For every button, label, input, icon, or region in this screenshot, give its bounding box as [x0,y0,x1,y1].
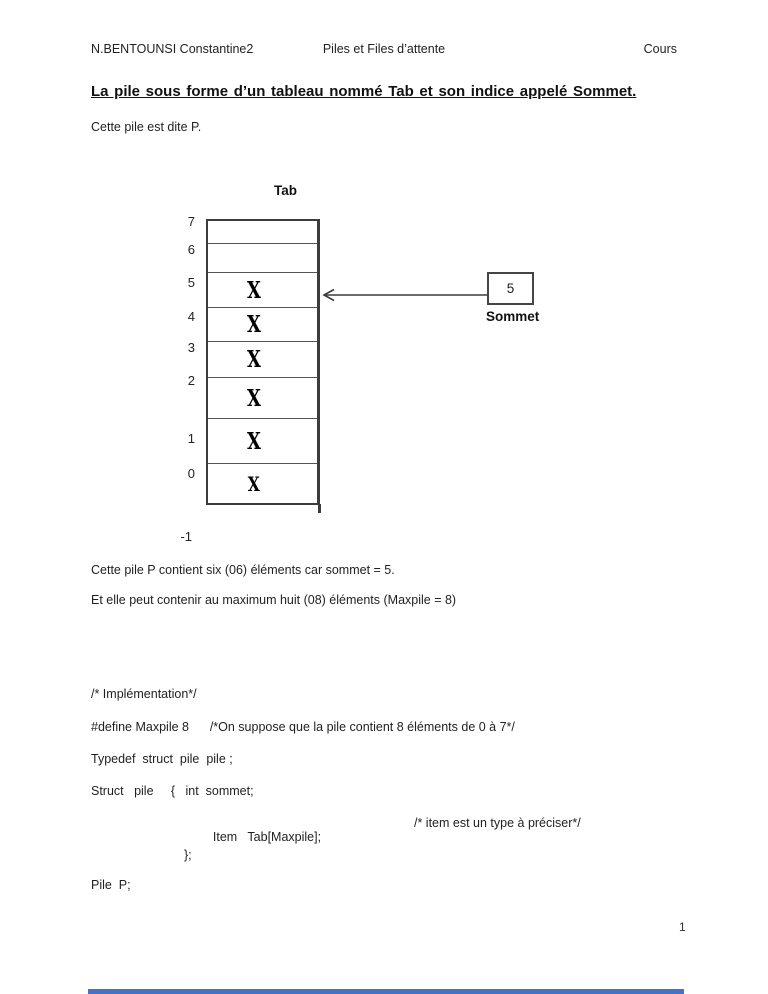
array-border-tail [318,504,321,513]
code-line-struct: Struct pile { int sommet; [91,784,254,798]
x-mark: X [247,471,260,496]
page-title: La pile sous forme d’un tableau nommé Tab et son indice appelé Sommet. [91,83,637,100]
intro-text: Cette pile est dite P. [91,120,202,134]
code-line-comment-impl: /* Implémentation*/ [91,687,197,701]
cell-7-empty [208,221,317,244]
index-label-6: 6 [187,242,195,257]
cell-6-empty [208,244,317,273]
array-name-label: Tab [274,183,297,198]
index-label-3: 3 [187,340,195,355]
x-mark: X [246,427,261,455]
x-mark: X [246,311,261,338]
index-label-2: 2 [187,373,195,388]
header-course: Cours [643,42,677,56]
sommet-value: 5 [506,281,515,296]
cell-5-filled [208,273,317,308]
cell-3-filled [208,342,317,378]
index-label-0: 0 [187,466,195,481]
code-item-declaration: Item Tab[Maxpile]; [212,830,322,844]
page-number: 1 [679,920,686,934]
cell-0-filled [208,464,317,503]
index-label-minus1: -1 [180,529,192,544]
code-line-typedef: Typedef struct pile pile ; [91,752,233,766]
index-label-4: 4 [187,309,195,324]
header-subject: Piles et Files d’attente [322,42,446,56]
stack-array [206,219,320,505]
sommet-value-box [487,272,534,305]
index-label-7: 7 [187,214,195,229]
code-line-define: #define Maxpile 8 /*On suppose que la pile contient 8 éléments de 0 à 7*/ [91,720,515,734]
index-label-5: 5 [187,275,195,290]
code-line-item [91,816,677,872]
header-author: N.BENTOUNSI Constantine2 [91,42,254,56]
code-line-pile-p: Pile P; [91,878,131,892]
x-mark: X [246,276,261,304]
index-label-1: 1 [187,431,195,446]
x-mark: X [246,384,261,412]
page-header [91,42,677,56]
sommet-label: Sommet [486,309,540,324]
sommet-arrow [321,287,489,303]
cell-4-filled [208,308,317,342]
cell-1-filled [208,419,317,464]
footer-accent-bar [88,989,684,994]
code-item-comment: /* item est un type à préciser*/ [414,816,581,830]
paragraph-count: Cette pile P contient six (06) éléments car sommet = 5. [91,563,395,577]
code-line-close-brace: }; [184,848,192,862]
paragraph-capacity: Et elle peut contenir au maximum huit (08) éléments (Maxpile = 8) [91,593,457,607]
cell-2-filled [208,378,317,419]
x-mark: X [246,346,261,373]
